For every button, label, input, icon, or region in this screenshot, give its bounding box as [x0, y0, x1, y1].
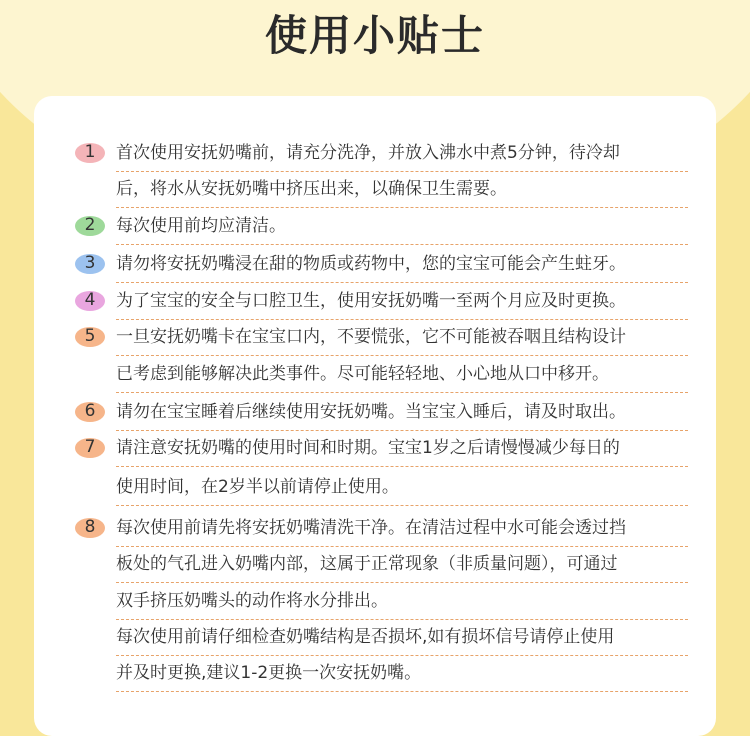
tip-8-line-1: 每次使用前请先将安抚奶嘴清洗干净。在清洁过程中水可能会透过挡	[116, 514, 688, 547]
tip-4-line-1: 为了宝宝的安全与口腔卫生，使用安抚奶嘴一至两个月应及时更换。	[116, 287, 688, 320]
page-title: 使用小贴士	[264, 11, 485, 60]
tip-2-badge	[74, 213, 106, 237]
tip-7-line-1: 请注意安抚奶嘴的使用时间和时期。宝宝1岁之后请慢慢减少每日的	[116, 434, 688, 467]
tip-1-badge	[74, 140, 106, 164]
tip-2-number: 2	[84, 215, 96, 235]
tip-7-line-2: 使用时间，在2岁半以前请停止使用。	[116, 473, 688, 506]
tip-6-number: 6	[84, 401, 96, 421]
tip-8-number: 8	[84, 517, 96, 537]
tip-7-badge	[74, 435, 106, 459]
tip-6-badge	[74, 399, 106, 423]
tip-6-line-1: 请勿在宝宝睡着后继续使用安抚奶嘴。当宝宝入睡后，请及时取出。	[116, 398, 688, 431]
tip-3-badge	[74, 251, 106, 275]
tip-8-line-5: 并及时更换,建议1-2更换一次安抚奶嘴。	[116, 659, 688, 692]
tip-8-badge	[74, 515, 106, 539]
tip-4-number: 4	[84, 290, 96, 310]
tip-1-line-2: 后，将水从安抚奶嘴中挤压出来，以确保卫生需要。	[116, 175, 688, 208]
tip-1-number: 1	[84, 142, 96, 162]
tip-1-line-1: 首次使用安抚奶嘴前，请充分洗净，并放入沸水中煮5分钟，待冷却	[116, 139, 688, 172]
tip-7-number: 7	[84, 437, 96, 457]
tip-3-number: 3	[84, 253, 96, 273]
tip-8-line-4: 每次使用前请仔细检查奶嘴结构是否损坏,如有损坏信号请停止使用	[116, 623, 688, 656]
tip-3-line-1: 请勿将安抚奶嘴浸在甜的物质或药物中，您的宝宝可能会产生蛀牙。	[116, 250, 688, 283]
tip-5-number: 5	[84, 326, 96, 346]
tip-8-line-3: 双手挤压奶嘴头的动作将水分排出。	[116, 587, 688, 620]
tip-2-line-1: 每次使用前均应清洁。	[116, 212, 688, 245]
tip-5-badge	[74, 324, 106, 348]
tip-5-line-1: 一旦安抚奶嘴卡在宝宝口内，不要慌张，它不可能被吞咽且结构设计	[116, 323, 688, 356]
tip-4-badge	[74, 288, 106, 312]
tip-5-line-2: 已考虑到能够解决此类事件。尽可能轻轻地、小心地从口中移开。	[116, 360, 688, 393]
tip-8-line-2: 板处的气孔进入奶嘴内部，这属于正常现象（非质量问题），可通过	[116, 550, 688, 583]
